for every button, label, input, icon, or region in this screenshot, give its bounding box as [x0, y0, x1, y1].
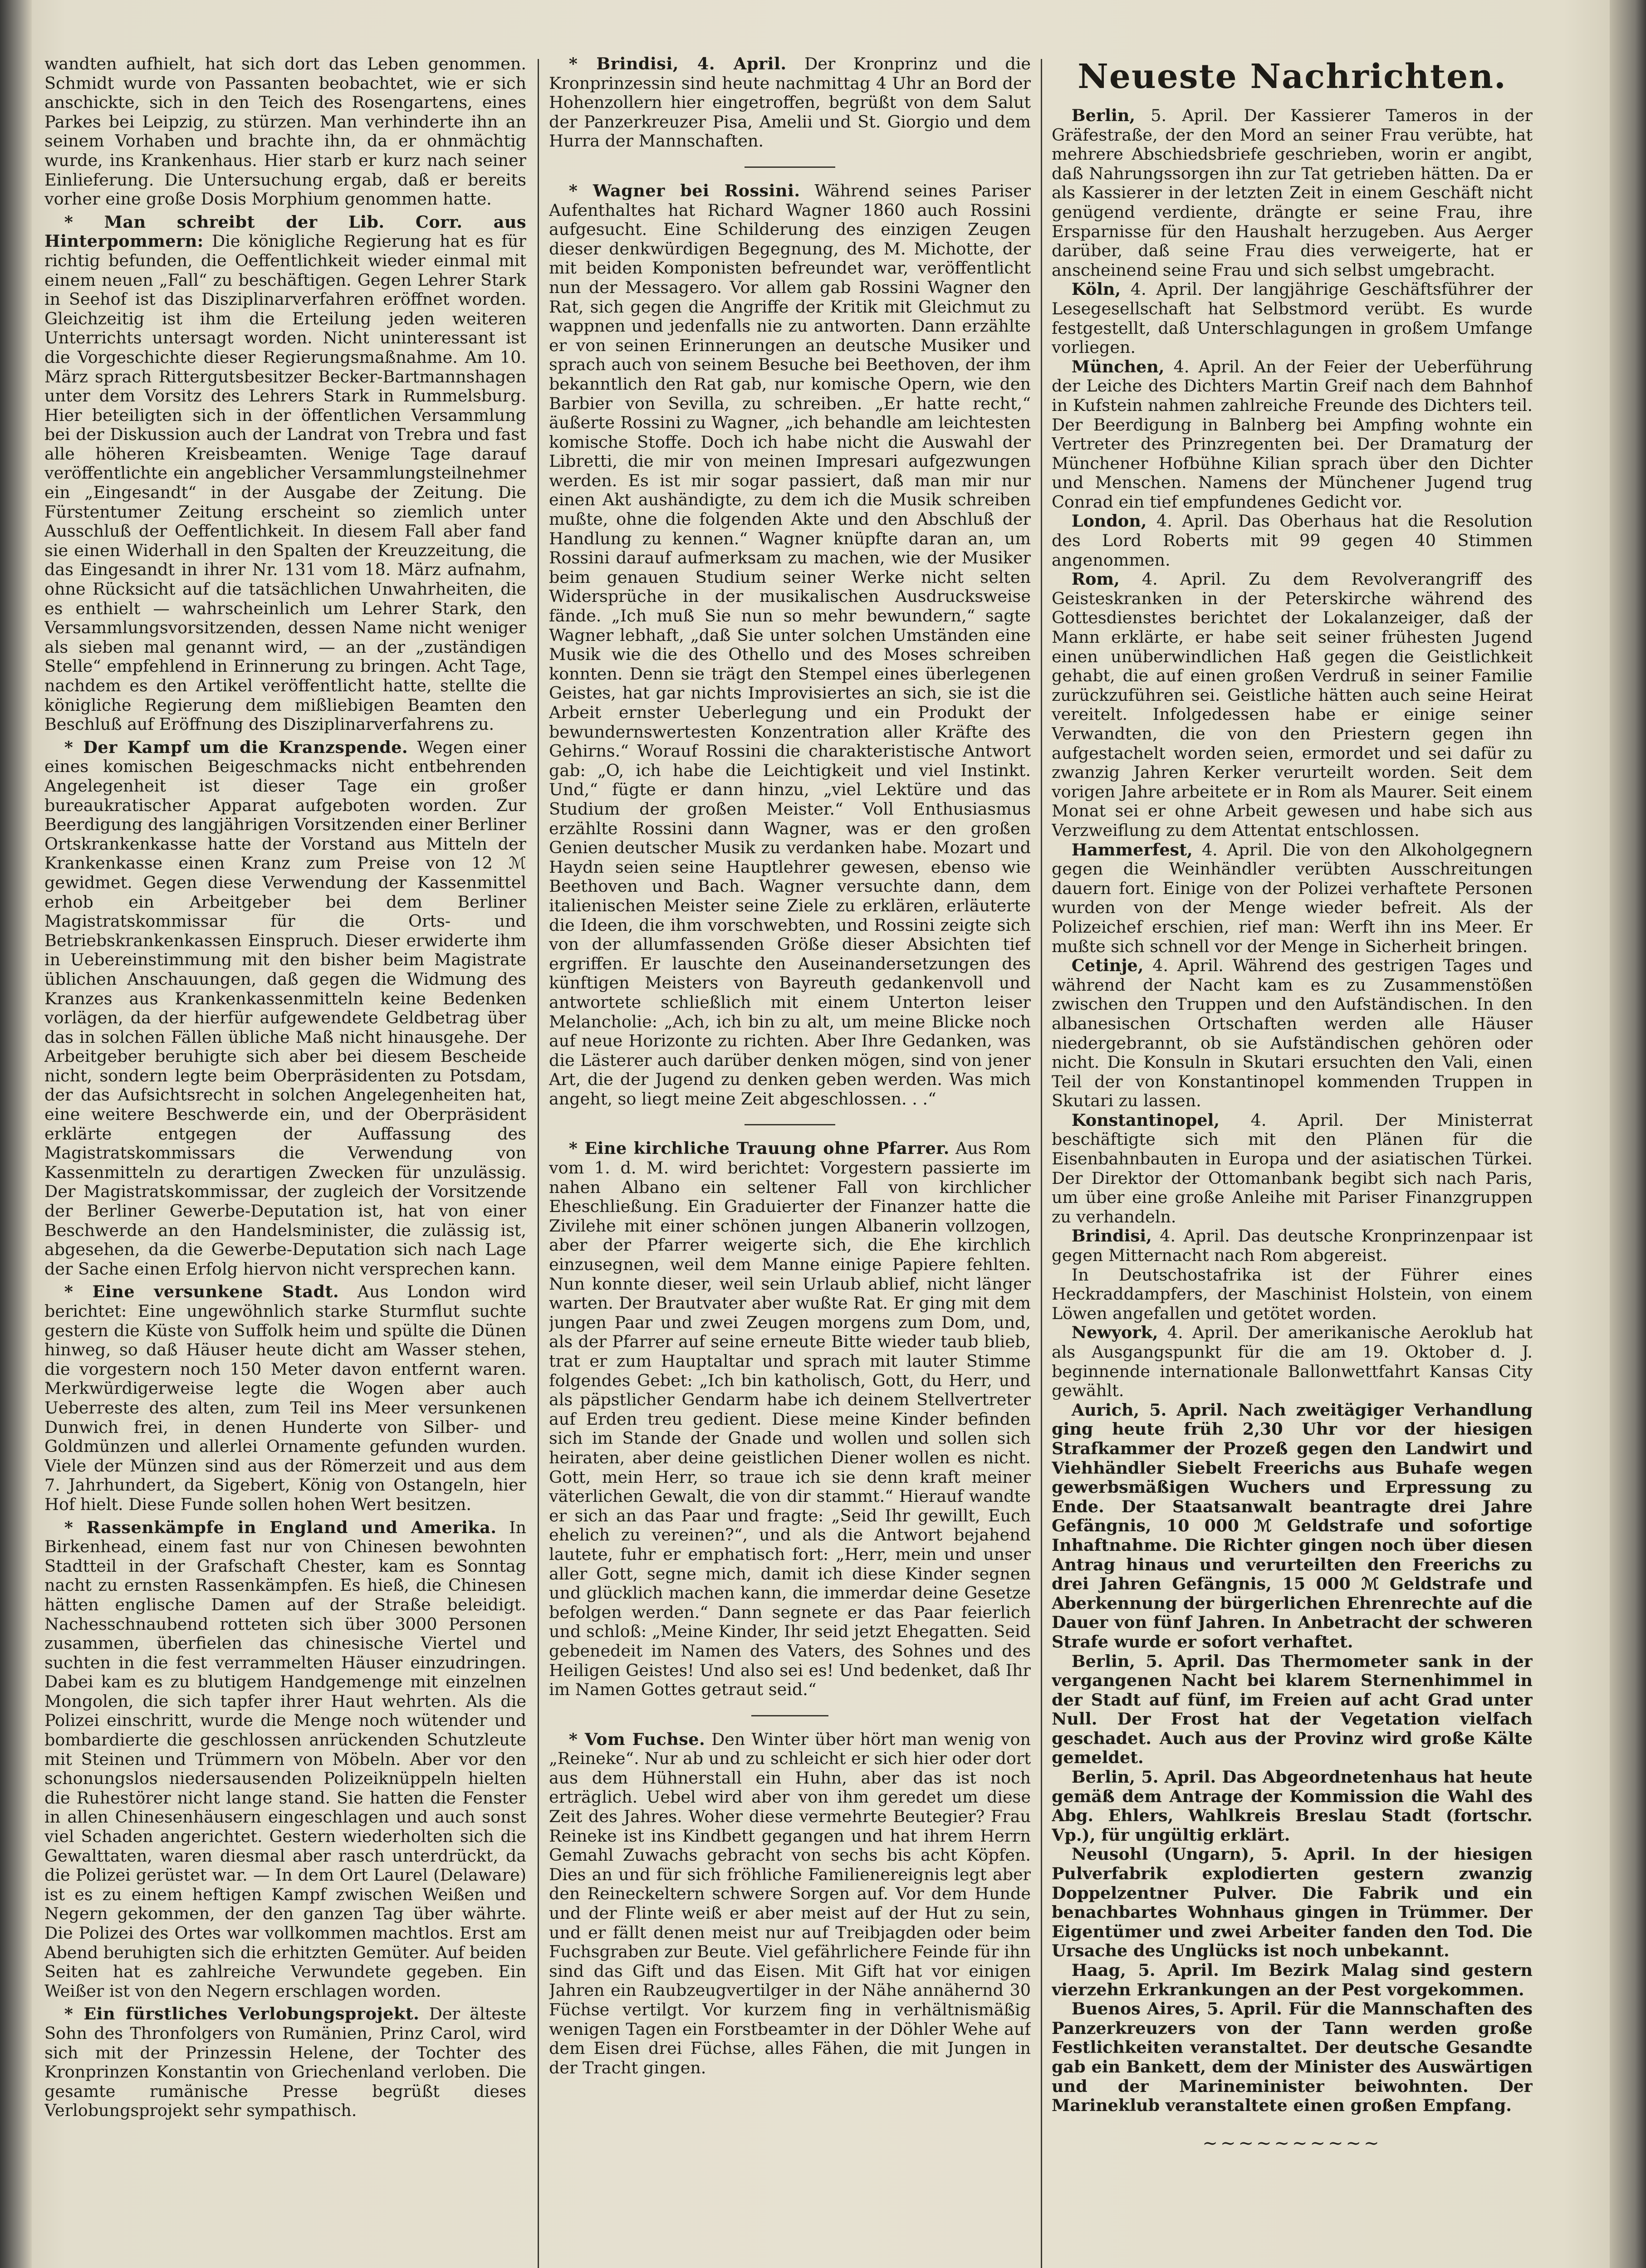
article-kranzspende — [44, 738, 526, 1279]
article-trauung-ohne-pfarrer — [549, 1139, 1031, 1699]
column-1 — [44, 54, 526, 2268]
news-text: 5. April. Das Abgeordnetenhaus hat heute gemäß dem Antrage der Kommission die Wahl des Abg. Ehlers, Wahlkreis Breslau Stadt (fortschr. Vp.), für ungültig erklärt. — [1052, 1767, 1533, 1845]
news-place: Brindisi, — [1071, 1226, 1152, 1246]
article-body: Den Winter über hört man wenig von „Reineke“. Nur ab und zu schleicht er sich hier oder dort aus dem Hühnerstall ein Huhn, aber das ist noch erträglich. Uebel wird aber von ihm geredet um diese Zeit des Jahres. Woher diese vermehrte Beutegier? Frau Reineke ist ins Kindbett gegangen und hat ihrem Herrn Gemahl Zuwachs gebracht von sechs bis acht Köpfen. Dies an und für sich fröhliche Familienereignis legt aber den Reineckeltern schwere Sorgen auf. Vor dem Hunde und der Flinte weiß er aber meist auf der Hut zu sein, und er fällt denen meist nur auf Treibjagden oder beim Fuchsgraben zur Beute. Viel gefährlichere Feinde für ihn sind das Gift und das Eisen. Mit Gift hat vor einigen Jahren ein Raubzeugvertilger in der Nähe annähernd 30 Füchse vertilgt. Vor kurzem fing in verhältnismäßig wenigen Tagen ein Forstbeamter in der Döhler Wehe auf dem Eisen drei Füchse, alles Fähen, die mit Jungen in der Tracht gingen. — [549, 1729, 1031, 2077]
closing-ornament: ~~~~~~~~~~ — [1202, 2132, 1382, 2154]
article-body: Aus London wird berichtet: Eine ungewöhnlich starke Sturmflut suchte gestern die Küste von Suffolk heim und spülte die Dünen hinweg, so daß Häuser heute dicht am Wasser stehen, die vorgestern noch 150 Meter davon entfernt waren. Merkwürdigerweise legte die Wogen aber auch Ueberreste des alten, zum Teil ins Meer versunkenen Dunwich frei, in denen Hunderte von Silber- und Goldmünzen und allerlei Ornamente gefunden wurden. Viele der Münzen sind aus der Römerzeit und aus dem 7. Jahrhundert, da Sigebert, König von Ostangeln, hier Hof hielt. Diese Funde sollen hohen Wert besitzen. — [44, 1282, 526, 1514]
article-headline: * Ein fürstliches Verlobungsprojekt. — [64, 2004, 420, 2024]
news-item — [1052, 570, 1533, 840]
news-item — [1052, 1845, 1533, 1961]
news-text: 4. April. An der Feier der Ueberführung der Leiche des Dichters Martin Greif nach dem Bahnhof in Kufstein nahmen zahlreiche Freunde des Dichters teil. Der Beerdigung in Balnberg bei Ampfing wohnte ein Vertreter des Prinzregenten bei. Der Dramaturg der Münchener Hofbühne Kilian sprach über den Dichter und Menschen. Namens der Münchener Jugend trug Conrad ein tief empfundenes Gedicht vor. — [1052, 357, 1533, 512]
article-body: Der Kronprinz und die Kronprinzessin sind heute nachmittag 4 Uhr an Bord der Hohenzollern hier eingetroffen, begrüßt von dem Salut der Panzerkreuzer Pisa, Amelii und St. Giorgio und dem Hurra der Mannschaften. — [549, 54, 1031, 151]
news-text: 5. April. Das Thermometer sank in der vergangenen Nacht bei klarem Sternenhimmel in der Stadt auf fünf, im Freien auf acht Grad unter Null. Der Frost hat der Vegetation vielfach geschadet. Auch aus der Provinz wird große Kälte gemeldet. — [1052, 1651, 1533, 1768]
news-place: Konstantinopel, — [1071, 1110, 1220, 1130]
article-headline: * Vom Fuchse. — [568, 1729, 705, 1749]
article-separator — [745, 166, 835, 168]
news-item — [1052, 956, 1533, 1111]
page-binding-edge-left — [0, 0, 32, 2268]
news-item — [1052, 512, 1533, 570]
article-headline: * Man schreibt der Lib. Corr. aus Hinterpommern: — [44, 212, 526, 251]
news-place: Newyork, — [1071, 1323, 1158, 1343]
article-suicide-leipzig — [44, 54, 526, 209]
section-title: Neueste Nachrichten. — [1078, 57, 1507, 96]
article-body-wrapper — [549, 54, 1031, 151]
news-item — [1052, 1227, 1533, 1265]
article-rassenkaempfe — [44, 1518, 526, 2001]
article-body: Wegen einer eines komischen Beigeschmacks nicht entbehrenden Angelegenheit ist dieser Tage ein großer bureaukratischer Apparat aufgeboten worden. Zur Beerdigung des langjährigen Vorsitzenden einer Berliner Ortskrankenkasse hatte der Vorstand aus Mitteln der Krankenkasse einen Kranz zum Preise von 12 ℳ gewidmet. Gegen diese Verwendung der Kassenmittel erhob ein Arbeitgeber bei dem Berliner Magistratskommissar für die Orts- und Betriebskrankenkassen Einspruch. Dieser erwiderte ihm in Uebereinstimmung mit den bisher beim Magistrate üblichen Anschauungen, daß gegen die Widmung des Kranzes aus Krankenkassenmitteln keine Bedenken vorlägen, da der hierfür aufgewendete Geldbetrag über das in solchen Fällen übliche Maß nicht hinausgehe. Der Arbeitgeber beruhigte sich aber bei diesem Bescheide nicht, sondern legte beim Oberpräsidenten zu Potsdam, der das Aufsichtsrecht in solchen Angelegenheiten hat, eine weitere Beschwerde ein, und der Oberpräsident erklärte entgegen der Auffassung des Magistratskommissars die Verwendung von Kassenmitteln zu derartigen Zwecken für unzulässig. Der Magistratskommissar, der zugleich der Vorsitzende der Berliner Gewerbe-Deputation ist, hat von einer Beschwerde an den Handelsminister, die zulässig ist, abgesehen, da die Gewerbe-Deputation sich nach Lage der Sache einen Erfolg hiervon nicht versprechen kann. — [44, 737, 526, 1279]
article-body: wandten aufhielt, hat sich dort das Leben genommen. Schmidt wurde von Passanten beobachtet, wie er sich anschickte, sich in den Teich des Rosengartens, eines Parkes bei Leipzig, zu stürzen. Man verhinderte ihn an seinem Vorhaben und brachte ihn, da er ohnmächtig wurde, ins Krankenhaus. Hier starb er kurz nach seiner Einlieferung. Die Untersuchung ergab, daß er bereits vorher eine große Dosis Morphium genommen hatte. — [44, 54, 526, 209]
news-place: Neusohl (Ungarn), — [1071, 1844, 1255, 1864]
news-place: Berlin, — [1071, 1767, 1136, 1787]
news-place: Berlin, — [1071, 106, 1136, 125]
article-vom-fuchse — [549, 1730, 1031, 2078]
article-headline: * Eine kirchliche Trauung ohne Pfarrer. — [568, 1139, 950, 1158]
news-text: 4. April. Der amerikanische Aeroklub hat als Ausgangspunkt für die am 19. Oktober d. J. beginnende internationale Ballonwettfahrt Kansas City gewählt. — [1052, 1323, 1533, 1401]
article-body: Während seines Pariser Aufenthaltes hat Richard Wagner 1860 auch Rossini aufgesucht. Eine Schilderung des einzigen Zeugen dieser denkwürdigen Begegnung, des M. Michotte, der mit beiden Komponisten befreundet war, veröffentlicht nun der Messagero. Vor allem gab Rossini Wagner den Rat, sich gegen die Angriffe der Kritik mit Gleichmut zu wappnen und jedenfalls nie zu antworten. Dann erzählte er von seinen Erinnerungen an deutsche Musiker und sprach auch von seinem Besuche bei Beethoven, der ihm bekanntlich den Rat gab, nur komische Opern, wie den Barbier von Sevilla, zu schreiben. „Er hatte recht,“ äußerte Rossini zu Wagner, „ich behandle am leichtesten komische Stoffe. Doch ich habe nicht die Auswahl der Libretti, die mir von meinen Impresari aufgezwungen werden. Es ist mir sogar passiert, daß man mir nur einen Akt aushändigte, zu dem ich die Musik schreiben mußte, ohne die folgenden Akte und den Abschluß der Handlung zu kennen.“ Wagner knüpfte daran an, um Rossini darauf aufmerksam zu machen, wie der Musiker beim genauen Studium seiner Werke nicht selten Widersprüche in der musikalischen Ausdrucksweise fände. „Ich muß Sie nun so mehr bewundern,“ sagte Wagner lebhaft, „daß Sie unter solchen Umständen eine Musik wie die des Othello und des Moses schreiben konnten. Denn sie trägt den Stempel eines überlegenen Geistes, hat gar nichts Improvisiertes an sich, sie ist die Arbeit ernster Ueberlegung und ein Produkt der bewundernswertesten Konzentration aller Kräfte des Gehirns.“ Worauf Rossini die charakteristische Antwort gab: „O, ich habe die Leichtigkeit und viel Instinkt. Und,“ fügte er dann hinzu, „viel Lektüre und das Studium der großen Meister.“ Voll Enthusiasmus erzählte Rossini dann Wagner, was er den großen Genien deutscher Musik zu verdanken habe. Mozart und Haydn seien seine Hauptlehrer gewesen, ebenso wie Beethoven und Bach. Wagner versuchte dann, dem italienischen Meister seine Ziele zu erklären, erläuterte die Ideen, die ihm vorschwebten, und Rossini zeigte sich von der allumfassenden Größe dieser Absichten tief ergriffen. Er lauschte den Auseinandersetzungen des künftigen Meisters von Bayreuth gedankenvoll und antwortete schließlich mit einem Unterton leiser Melancholie: „Ach, ich bin zu alt, um meine Blicke noch auf neue Horizonte zu richten. Aber Ihre Gedanken, was die Lästerer auch darüber denken mögen, sind von jener Art, die der Jugend zu denken geben werden. Was mich angeht, so liegt meine Zeit abgeschlossen. . .“ — [549, 181, 1031, 1109]
news-item — [1052, 357, 1533, 512]
news-item — [1052, 1323, 1533, 1400]
news-place: Köln, — [1071, 279, 1121, 299]
news-item — [1052, 1111, 1533, 1227]
article-brindisi — [549, 54, 1031, 151]
article-verlobungsprojekt — [44, 2004, 526, 2121]
article-body-wrapper — [44, 1282, 526, 1514]
news-text: 5. April. Für die Mannschaften des Panzerkreuzers von der Tann werden große Festlichkeiten veranstaltet. Der deutsche Gesandte gab ein Bankett, dem der Minister des Auswärtigen und der Marineminister beiwohnten. Der Marineklub veranstaltete einen großen Empfang. — [1052, 1999, 1533, 2116]
news-text: 4. April. Während des gestrigen Tages und während der Nacht kam es zu Zusammenstößen zwischen den Truppen und den Aufständischen. In den albanesischen Ortschaften werden alle Häuser niedergebrannt, ob sie Aufständischen gehören oder nicht. Die Konsuln in Skutari ersuchten den Vali, einen Teil der von Konstantinopel kommenden Truppen in Skutari zu lassen. — [1052, 956, 1533, 1111]
news-item — [1052, 106, 1533, 280]
article-body-wrapper — [549, 1730, 1031, 2078]
news-text: In Deutschostafrika ist der Führer eines Heckraddampfers, der Maschinist Holstein, von einem Löwen angefallen und getötet worden. — [1052, 1265, 1533, 1323]
news-item — [1052, 1266, 1533, 1324]
news-item — [1052, 280, 1533, 357]
column-2 — [549, 54, 1031, 2268]
news-place: Haag, — [1071, 1960, 1126, 1980]
article-body: In Birkenhead, einem fast nur von Chinesen bewohnten Stadtteil in der Grafschaft Chester, kam es Sonntag nacht zu ernsten Rassenkämpfen. Es hieß, die Chinesen hätten englische Damen auf der Straße beleidigt. Nachesschnaubend rotteten sich über 3000 Personen zusammen, überfielen das chinesische Viertel und suchten in die fest verrammelten Häuser einzudringen. Dabei kam es zu blutigem Handgemenge mit einzelnen Mongolen, die sich tapfer ihrer Haut wehrten. Als die Polizei einschritt, wurde die Menge noch wütender und bombardierte die geschlossen anrückenden Schutzleute mit Steinen und Trümmern von Möbeln. Aber vor den schonungslos niedersausenden Polizeiknüppeln hielten die Ruhestörer nicht lange stand. Sie hatten die Fenster in allen Chinesenhäusern eingeschlagen und auch sonst viel Schaden angerichtet. Gestern wiederholten sich die Gewalttaten, waren diesmal aber rasch unterdrückt, da die Polizei gerüstet war. — In dem Ort Laurel (Delaware) ist es zu einem heftigen Kampf zwischen Weißen und Negern gekommen, der den ganzen Tag über währte. Die Polizei des Ortes war vollkommen machtlos. Erst am Abend beruhigten sich die erhitzten Gemüter. Auf beiden Seiten hat es zahlreiche Verwundete gegeben. Ein Weißer ist von den Negern erschlagen worden. — [44, 1517, 526, 2001]
article-body: Der älteste Sohn des Thronfolgers von Rumänien, Prinz Carol, wird sich mit der Prinzessin Helene, der Tochter des Kronprinzen Konstantin von Griechenland verloben. Die gesamte rumänische Presse begrüßt dieses Verlobungsprojekt sehr sympathisch. — [44, 2004, 526, 2121]
page-binding-edge-right — [1610, 0, 1646, 2268]
article-body: Die königliche Regierung hat es für richtig befunden, die Oeffentlichkeit wieder einmal mit einem neuen „Fall“ zu beschäftigen. Gegen Lehrer Stark in Seehof ist das Disziplinarverfahren eröffnet worden. Gleichzeitig ist ihm die Erteilung jeden weiteren Unterrichts untersagt worden. Nicht uninteressant ist die Vorgeschichte dieser Regierungsmaßnahme. Am 10. März sprach Rittergutsbesitzer Becker-Bartmannshagen unter dem Vorsitz des Lehrers Stark in Rummelsburg. Hier beteiligten sich in der öffentlichen Versammlung bei der Diskussion auch der Landrat von Trebra und fast alle höheren Kreisbeamten. Wenige Tage darauf veröffentlichte ein angeblicher Versammlungsteilnehmer ein „Eingesandt“ in der Ausgabe der Zeitung. Die Fürstentumer Zeitung erscheint so ziemlich unter Ausschluß der Oeffentlichkeit. In diesem Fall aber fand sie einen Widerhall in den Spalten der Kreuzzeitung, die das Eingesandt in ihrer Nr. 131 vom 18. März aufnahm, ohne Rücksicht auf die tatsächlichen Unwahrheiten, die es enthielt — wahrscheinlich um Lehrer Stark, den Versammlungsvorsitzenden, dessen Name nicht weniger als sieben mal genannt wird, — an der „zuständigen Stelle“ empfehlend in Erinnerung zu bringen. Acht Tage, nachdem es den Artikel veröffentlicht hatte, stellte die königliche Regierung dem mißliebigen Beamten den Beschluß auf Eröffnung des Disziplinarverfahrens zu. — [44, 231, 526, 734]
article-hinterpommern — [44, 213, 526, 734]
news-place: London, — [1071, 511, 1147, 531]
news-place: München, — [1071, 357, 1165, 376]
article-headline: * Wagner bei Rossini. — [568, 181, 800, 200]
news-place: Rom, — [1071, 569, 1120, 589]
news-item — [1052, 1401, 1533, 1652]
article-body-wrapper — [44, 2004, 526, 2121]
news-item — [1052, 841, 1533, 957]
article-separator — [751, 1715, 828, 1716]
news-place: Cetinje, — [1071, 956, 1144, 976]
article-body-wrapper — [549, 1139, 1031, 1699]
news-place: Buenos Aires, — [1071, 1999, 1200, 2019]
news-text: 4. April. Der Ministerrat beschäftigte sich mit den Plänen für die Eisenbahnbauten in Europa und der asiatischen Türkei. Der Direktor der Ottomanbank begibt sich nach Paris, um über eine große Anleihe mit Pariser Finanzgruppen zu verhandeln. — [1052, 1110, 1533, 1227]
news-item — [1052, 1768, 1533, 1845]
article-headline: * Eine versunkene Stadt. — [64, 1282, 339, 1302]
article-headline: * Brindisi, 4. April. — [568, 54, 787, 73]
news-place: Berlin, — [1071, 1651, 1136, 1671]
news-list — [1052, 106, 1533, 1401]
article-wagner-rossini — [549, 181, 1031, 1109]
article-body: Aus Rom vom 1. d. M. wird berichtet: Vorgestern passierte im nahen Albano ein seltener Fall von kirchlicher Eheschließung. Ein Graduierter der Finanzer hatte die Zivilehe mit einer schönen jungen Albanerin vollzogen, aber der Pfarrer weigerte sich, die Ehe kirchlich einzusegnen, weil dem Manne einige Papiere fehlten. Nun konnte dieser, weil sein Urlaub ablief, nicht länger warten. Der Brautvater aber wußte Rat. Er ging mit dem jungen Paar und zwei Zeugen morgens zum Dom, und, als der Pfarrer auf seine erneute Bitte wieder taub blieb, trat er zum Hauptaltar und sprach mit lauter Stimme folgendes Gebet: „Ich bin katholisch, Gott, du Herr, und als päpstlicher Gendarm habe ich deinem Stellvertreter auf Erden treu gedient. Diese meine Kinder befinden sich im Stande der Gnade und wollen und sollen sich heiraten, aber deine geistlichen Diener wollen es nicht. Gott, mein Herr, so traue ich sie denn kraft meiner väterlichen Gewalt, die von dir stammt.“ Hierauf wandte er sich an das Paar und fragte: „Seid Ihr gewillt, Euch ehelich zu vereinen?“, und als die Antwort bejahend lautete, fuhr er emphatisch fort: „Herr, mein und unser aller Gott, segne mich, damit ich diese Kinder segnen und glücklich machen kann, die immerdar deine Gesetze befolgen werden.“ Dann segnete er das Paar feierlich und schloß: „Meine Kinder, Ihr seid jetzt Ehegatten. Seid gebenedeit im Namen des Vaters, des Sohnes und des Heiligen Geistes! Und also sei es! Und bedenket, daß Ihr im Namen Gottes getraut seid.“ — [549, 1139, 1031, 1700]
article-headline: * Rassenkämpfe in England und Amerika. — [64, 1517, 497, 1537]
news-text: 5. April. Im Bezirk Malag sind gestern vierzehn Erkrankungen an der Pest vorgekommen. — [1052, 1960, 1533, 1999]
column-3-latest-news — [1052, 54, 1533, 2268]
news-text: 4. April. Die von den Alkoholgegnern gegen die Weinhändler verübten Ausschreitungen dauern fort. Einige von der Polizei verhaftete Personen wurden von der Menge wieder befreit. Als der Polizeichef erschien, rief man: Werft ihn ins Meer. Er mußte sich schnell vor der Menge in Sicherheit bringen. — [1052, 840, 1533, 956]
article-headline: * Der Kampf um die Kranzspende. — [64, 737, 408, 757]
news-place: Aurich, — [1071, 1400, 1140, 1420]
news-text: 5. April. Der Kassierer Tameros in der Gräfestraße, der den Mord an seiner Frau verübte, hat mehrere Abschiedsbriefe geschrieben, worin er angibt, daß Nahrungssorgen ihn zur Tat getrieben hätten. Da er als Kassierer in der letzten Zeit in einem Geschäft nicht genügend verdiente, drängte er seine Frau, ihre Ersparnisse für den Haushalt herzugeben. Aus Aerger darüber, daß seine Frau dies verweigerte, hat er anscheinend seine Frau und sich selbst umgebracht. — [1052, 106, 1533, 280]
article-versunkene-stadt — [44, 1282, 526, 1514]
article-separator — [745, 1124, 835, 1125]
news-place: Hammerfest, — [1071, 840, 1193, 860]
article-body-wrapper — [44, 213, 526, 734]
article-body-wrapper — [44, 1518, 526, 2001]
article-body-wrapper — [549, 181, 1031, 1109]
article-body-wrapper — [44, 738, 526, 1279]
column-rule-1 — [538, 59, 539, 2268]
news-item — [1052, 1961, 1533, 1999]
news-text: 4. April. Der langjährige Geschäftsführer der Lesegesellschaft hat Selbstmord verübt. Es wurde festgestellt, daß Unterschlagungen in großem Umfange vorliegen. — [1052, 279, 1533, 357]
news-text: 4. April. Zu dem Revolverangriff des Geisteskranken in der Peterskirche während des Gottesdienstes berichtet der Lokalanzeiger, daß der Mann erklärte, er habe seit seiner frühesten Jugend einen unüberwindlichen Haß gegen die Geistlichkeit gehabt, die auf einen großen Verdruß in seiner Familie zurückzuführen sei. Geistliche hätten auch seine Heirat vereitelt. Infolgedessen habe er einige seiner Verwandten, die von den Priestern gegen ihn aufgestachelt worden seien, ermordet und sei dafür zu zwanzig Jahren Kerker verurteilt worden. Seit dem vorigen Jahre arbeitete er in Rom als Maurer. Seit einem Monat sei er ohne Arbeit gewesen und habe sich aus Verzweiflung zu dem Attentat entschlossen. — [1052, 569, 1533, 840]
telegram-news-list — [1052, 1401, 1533, 2116]
news-item — [1052, 1999, 1533, 2116]
news-text: 5. April. Nach zweitägiger Verhandlung ging heute früh 2,30 Uhr vor der hiesigen Strafkammer der Prozeß gegen den Landwirt und Viehhändler Siebelt Freerichs aus Buhafe wegen gewerbsmäßigen Wuchers und Erpressung zu Ende. Der Staatsanwalt beantragte drei Jahre Gefängnis, 10 000 ℳ Geldstrafe und sofortige Inhaftnahme. Die Richter gingen noch über diesen Antrag hinaus und verurteilten den Freerichs zu drei Jahren Gefängnis, 15 000 ℳ Geldstrafe und Aberkennung der bürgerlichen Ehrenrechte auf die Dauer von fünf Jahren. In Anbetracht der schweren Strafe wurde er sofort verhaftet. — [1052, 1400, 1533, 1652]
news-item — [1052, 1652, 1533, 1768]
column-rule-2 — [1041, 59, 1042, 2268]
news-text: 4. April. Das Oberhaus hat die Resolution des Lord Roberts mit 99 gegen 40 Stimmen angenommen. — [1052, 511, 1533, 570]
news-text: 5. April. In der hiesigen Pulverfabrik explodierten gestern zwanzig Doppelzentner Pulver. Die Fabrik und ein benachbartes Wohnhaus gingen in Trümmer. Der Eigentümer und zwei Arbeiter fanden den Tod. Die Ursache des Unglücks ist noch unbekannt. — [1052, 1844, 1533, 1961]
news-text: 4. April. Das deutsche Kronprinzenpaar ist gegen Mitternacht nach Rom abgereist. — [1052, 1226, 1533, 1266]
